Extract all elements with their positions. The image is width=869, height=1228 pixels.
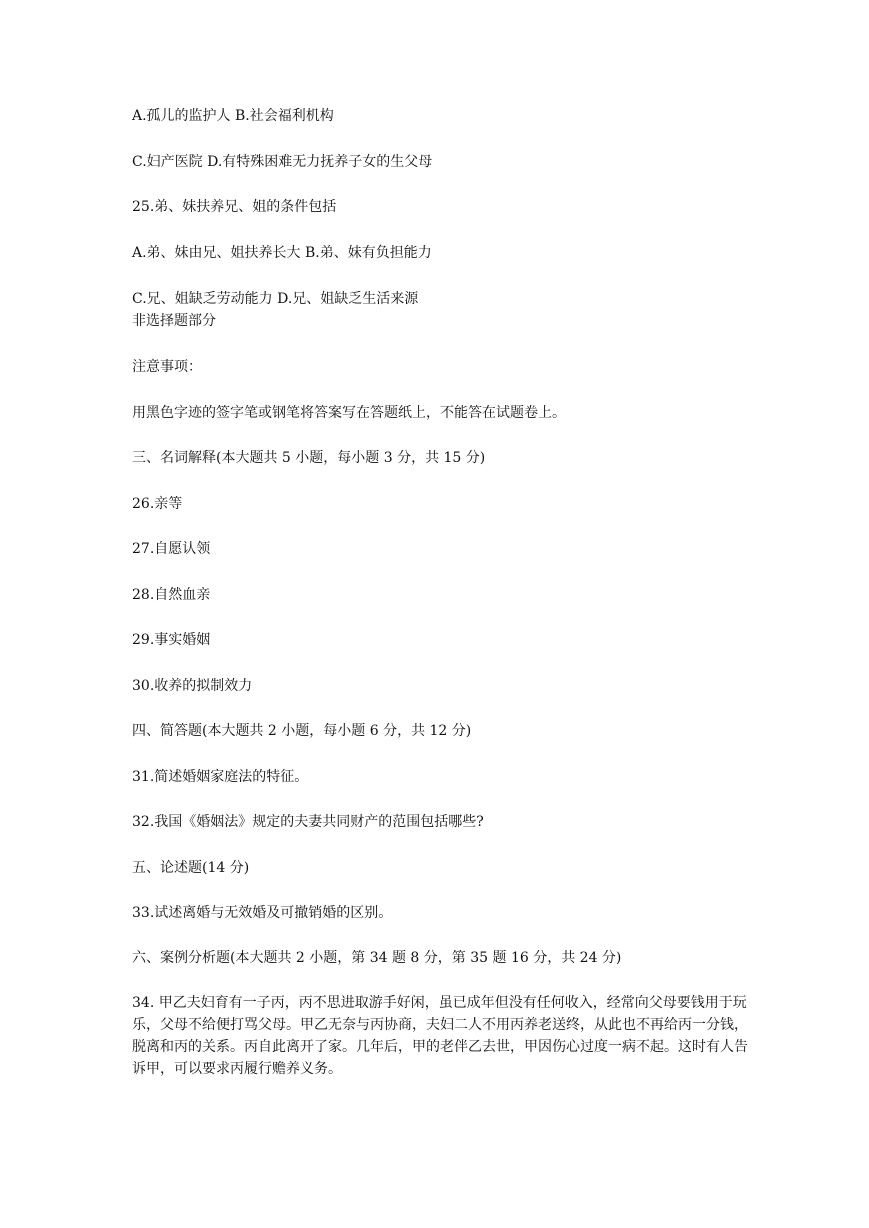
question-26: 26.亲等 [132,496,183,512]
section4-title: 四、简答题(本大题共 2 小题，每小题 6 分，共 12 分) [132,723,472,739]
q24-options-ab: A.孤儿的监护人 B.社会福利机构 [132,108,334,124]
question-30: 30.收养的拟制效力 [132,678,253,694]
q24-options-cd: C.妇产医院 D.有特殊困难无力抚养子女的生父母 [132,154,433,170]
question-31: 31.简述婚姻家庭法的特征。 [132,769,309,785]
section5-title: 五、论述题(14 分) [132,860,250,876]
question-27: 27.自愿认领 [132,541,211,557]
notice-title: 注意事项： [132,359,202,375]
q25-options-cd: C.兄、姐缺乏劳动能力 D.兄、姐缺乏生活来源 [132,291,419,307]
notice-text: 用黑色字迹的签字笔或钢笔将答案写在答题纸上，不能答在试题卷上。 [132,405,566,421]
section6-title: 六、案例分析题(本大题共 2 小题，第 34 题 8 分，第 35 题 16 分，共 24 分) [132,950,622,966]
q25-question: 25.弟、妹扶养兄、姐的条件包括 [132,199,337,215]
section3-title: 三、名词解释(本大题共 5 小题，每小题 3 分，共 15 分) [132,450,486,466]
question-32: 32.我国《婚姻法》规定的夫妻共同财产的范围包括哪些? [132,814,484,830]
non-choice-title: 非选择题部分 [132,313,216,329]
q25-options-ab: A.弟、妹由兄、姐扶养长大 B.弟、妹有负担能力 [132,245,432,261]
question-33: 33.试述离婚与无效婚及可撤销婚的区别。 [132,905,393,921]
question-29: 29.事实婚姻 [132,632,211,648]
question-34: 34. 甲乙夫妇育有一子丙，丙不思进取游手好闲，虽已成年但没有任何收入，经常向父母要钱用于玩乐，父母不给便打骂父母。甲乙无奈与丙协商，夫妇二人不用丙养老送终，从此也不再给丙一分钱，脱离和丙的关系。丙自此离开了家。几年后，甲的老伴乙去世，甲因伤心过度一病不起。这时有人告诉甲，可以要求丙履行赡养义务。 [132,995,748,1077]
question-28: 28.自然血亲 [132,587,211,603]
